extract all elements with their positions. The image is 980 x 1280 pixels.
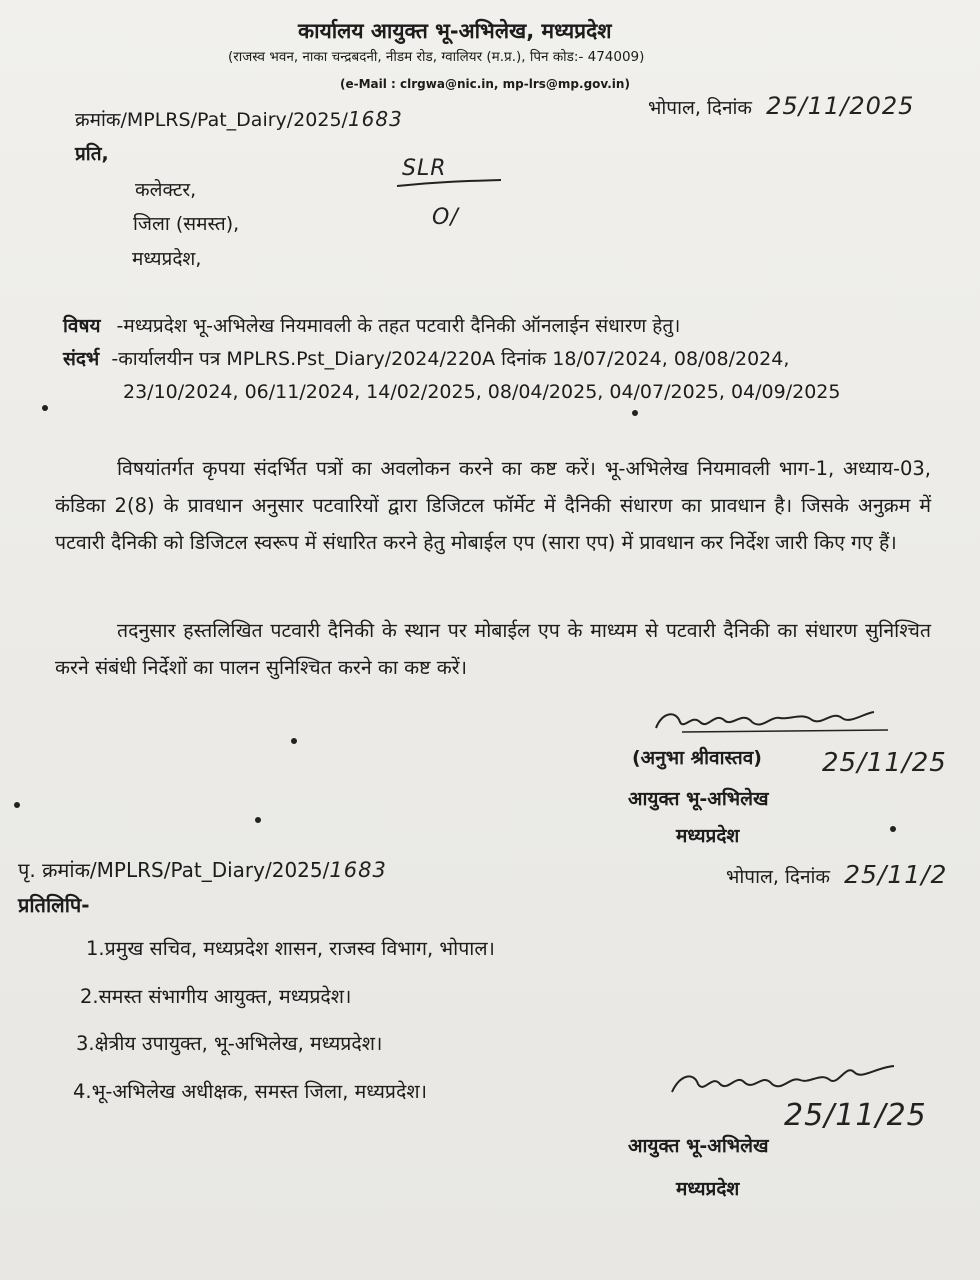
signatory-designation: आयुक्त भू-अभिलेख [628,788,769,810]
subject-text: -मध्यप्रदेश भू-अभिलेख नियमावली के तहत पटवारी दैनिकी ऑनलाईन संधारण हेतु। [116,315,681,337]
signature-2-date: 25/11/25 [784,1098,927,1133]
subject [63,312,680,338]
body-paragraph-1: विषयांतर्गत कृपया संदर्भित पत्रों का अवलोकन करने का कष्ट करें। भू-अभिलेख नियमावली भाग-1, अध्याय-03, कंडिका 2(8) के प्रावधान अनुसार पटवारियों द्वारा डिजिटल फॉर्मेट में दैनिकी संधारण का प्रावधान है। जिसके अनुक्रम में पटवारी दैनिकी को डिजिटल स्वरूप में संधारित करने हेतु मोबाईल एप (सारा एप) में प्रावधान कर निर्देश जारी किए गए हैं। [55,457,931,554]
signatory-2-state: मध्यप्रदेश [676,1178,740,1200]
margin-note-underline [395,178,505,190]
endorsement-ref-handwritten: 1683 [329,858,387,882]
copy-item-2: 2.समस्त संभागीय आयुक्त, मध्यप्रदेश। [80,985,352,1008]
ref-number: क्रमांक/MPLRS/Pat_Dairy/2025/1683 [75,107,403,131]
ref-number-handwritten: 1683 [347,107,403,131]
paper-speck [255,817,261,823]
date-handwritten: 25/11/2025 [766,92,915,120]
copy-label: प्रतिलिपि- [18,893,90,917]
copy-item-1: 1.प्रमुख सचिव, मध्यप्रदेश शासन, राजस्व विभाग, भोपाल। [86,937,495,960]
office-address: (राजस्व भवन, नाका चन्द्रबदनी, नीडम रोड, ग्वालियर (म.प्र.), पिन कोड:- 474009) [228,49,645,65]
signatory-2-designation: आयुक्त भू-अभिलेख [628,1135,769,1157]
paper-speck [632,410,638,416]
paper-speck [291,738,297,744]
margin-note-slr: SLR [402,156,447,181]
subject-label: विषय [63,315,101,337]
endorsement-ref-number: पृ. क्रमांक/MPLRS/Pat_Diary/2025/1683 [18,858,387,882]
paper-speck [14,802,20,808]
signatory-name: (अनुभा श्रीवास्तव) [632,747,762,769]
signature-1 [652,700,892,740]
signatory-state: मध्यप्रदेश [676,825,740,847]
to-label: प्रति, [75,143,109,165]
reference-line-2: 23/10/2024, 06/11/2024, 14/02/2025, 08/04/2025, 04/07/2025, 04/09/2025 [123,381,841,403]
recipient-line-2: जिला (समस्त), [133,213,240,235]
paper-speck [890,826,896,832]
copy-item-3: 3.क्षेत्रीय उपायुक्त, भू-अभिलेख, मध्यप्रदेश। [76,1032,383,1055]
reference-line-1: -कार्यालयीन पत्र MPLRS.Pst_Diary/2024/220A दिनांक 18/07/2024, 08/08/2024, [111,348,790,370]
body-paragraph-2: तदनुसार हस्तलिखित पटवारी दैनिकी के स्थान पर मोबाईल एप के माध्यम से पटवारी दैनिकी का संधारण सुनिश्चित करने संबंधी निर्देशों का पालन सुनिश्चित करने का कष्ट करें। [55,619,931,679]
paper-speck [42,405,48,411]
place-date: भोपाल, दिनांक 25/11/2025 [648,92,915,120]
recipient-line-1: कलेक्टर, [135,179,197,201]
endorsement-date-handwritten: 25/11/2 [844,860,948,889]
reference [63,345,789,371]
margin-note-o: O/ [432,205,459,230]
endorsement-place-date: भोपाल, दिनांक 25/11/2 [726,860,948,889]
recipient-line-3: मध्यप्रदेश, [132,248,202,270]
signature-1-date: 25/11/25 [822,748,947,778]
copy-item-4: 4.भू-अभिलेख अधीक्षक, समस्त जिला, मध्यप्रदेश। [73,1080,428,1103]
office-title: कार्यालय आयुक्त भू-अभिलेख, मध्यप्रदेश [298,19,612,43]
reference-label: संदर्भ [63,348,100,370]
office-email: (e-Mail : clrgwa@nic.in, mp-lrs@mp.gov.in) [340,77,630,91]
